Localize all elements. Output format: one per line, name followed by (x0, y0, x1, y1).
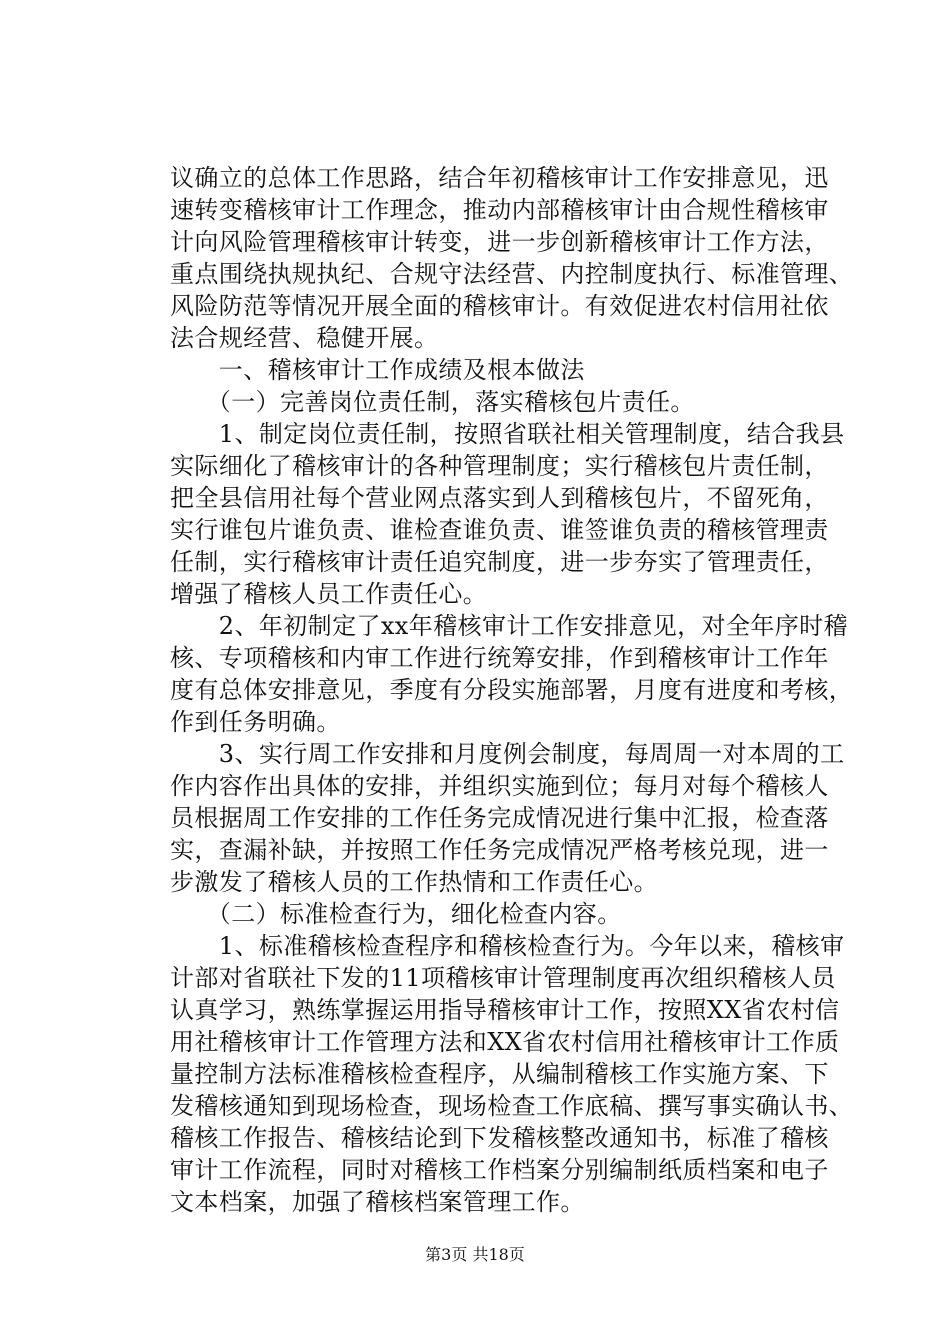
text-line: 实际细化了稽核审计的各种管理制度；实行稽核包片责任制， (170, 452, 829, 480)
text-line: 重点围绕执规执纪、合规守法经营、内控制度执行、标准管理、 (170, 260, 854, 288)
text-line: 稽核工作报告、稽核结论到下发稽核整改通知书，标准了稽核 (170, 1124, 829, 1152)
text-line: 步激发了稽核人员的工作热情和工作责任心。 (170, 868, 658, 896)
text-line: 法合规经营、稳健开展。 (170, 324, 439, 352)
text-line: 核、专项稽核和内审工作进行统筹安排，作到稽核审计工作年 (170, 644, 829, 672)
text-line: 度有总体安排意见，季度有分段实施部署，月度有进度和考核， (170, 676, 854, 704)
text-line: 3、实行周工作安排和月度例会制度，每周周一对本周的工 (170, 740, 845, 768)
page-footer: 第3页 共18页 (425, 1245, 525, 1264)
text-line: 增强了稽核人员工作责任心。 (170, 580, 488, 608)
text-line: 员根据周工作安排的工作任务完成情况进行集中汇报，检查落 (170, 804, 829, 832)
text-line: 用社稽核审计工作管理方法和XX省农村信用社稽核审计工作质 (170, 1028, 840, 1056)
body-text (170, 162, 854, 1218)
text-line: 2、年初制定了xx年稽核审计工作安排意见，对全年序时稽 (170, 612, 848, 640)
text-line: 文本档案，加强了稽核档案管理工作。 (170, 1188, 585, 1216)
subsection-heading: （一）完善岗位责任制，落实稽核包片责任。 (170, 388, 695, 416)
text-line: 实，查漏补缺，并按照工作任务完成情况严格考核兑现，进一 (170, 836, 829, 864)
text-line: 作到任务明确。 (170, 708, 341, 736)
text-line: 任制，实行稽核审计责任追究制度，进一步夯实了管理责任， (170, 548, 829, 576)
text-line: 计部对省联社下发的11项稽核审计管理制度再次组织稽核人员 (170, 964, 836, 992)
text-line: 认真学习，熟练掌握运用指导稽核审计工作，按照XX省农村信 (170, 996, 840, 1024)
text-line: 风险防范等情况开展全面的稽核审计。有效促进农村信用社依 (170, 292, 829, 320)
text-line: 1、制定岗位责任制，按照省联社相关管理制度，结合我县 (170, 420, 845, 448)
text-line: 实行谁包片谁负责、谁检查谁负责、谁签谁负责的稽核管理责 (170, 516, 829, 544)
text-line: 作内容作出具体的安排，并组织实施到位；每月对每个稽核人 (170, 772, 829, 800)
text-line: 把全县信用社每个营业网点落实到人到稽核包片，不留死角， (170, 484, 829, 512)
text-line: 审计工作流程，同时对稽核工作档案分别编制纸质档案和电子 (170, 1156, 829, 1184)
text-line: 量控制方法标准稽核检查程序，从编制稽核工作实施方案、下 (170, 1060, 829, 1088)
text-line: 议确立的总体工作思路，结合年初稽核审计工作安排意见，迅 (170, 164, 829, 192)
text-line: 计向风险管理稽核审计转变，进一步创新稽核审计工作方法， (170, 228, 829, 256)
text-line: 1、标准稽核检查程序和稽核检查行为。今年以来，稽核审 (170, 932, 845, 960)
text-line: 发稽核通知到现场检查，现场检查工作底稿、撰写事实确认书、 (170, 1092, 854, 1120)
subsection-heading: （二）标准检查行为，细化检查内容。 (170, 900, 622, 928)
text-line: 速转变稽核审计工作理念，推动内部稽核审计由合规性稽核审 (170, 196, 829, 224)
section-heading: 一、稽核审计工作成绩及根本做法 (170, 356, 585, 384)
